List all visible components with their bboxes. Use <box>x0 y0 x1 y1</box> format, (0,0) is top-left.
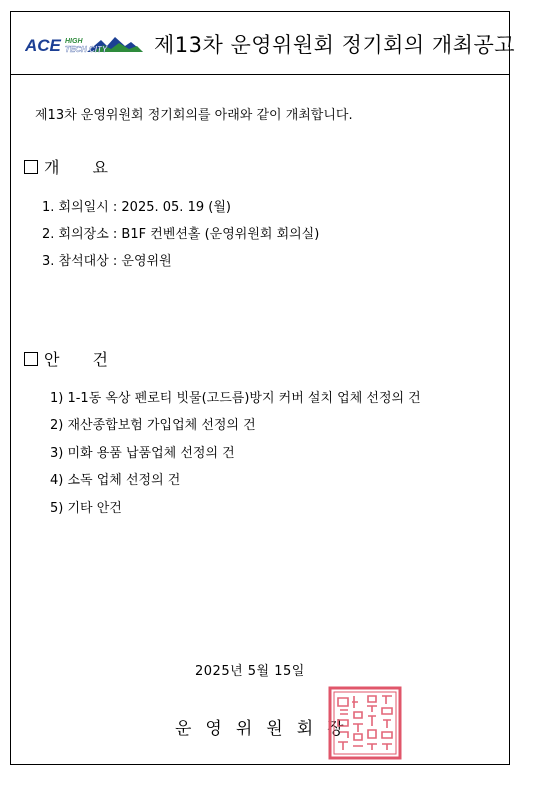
logo-main-text: ACE <box>25 36 61 55</box>
signatory: 운영위원회장 <box>175 719 358 739</box>
checkbox-square-icon <box>24 160 38 174</box>
ace-logo <box>25 34 143 56</box>
overview-item: 3. 참석대상 : 운영위원 <box>42 254 172 269</box>
notice-header <box>11 12 516 75</box>
agenda-item: 5) 기타 안건 <box>50 501 122 516</box>
agenda-item: 1) 1-1동 옥상 펜로티 빗물(고드름)방지 커버 설치 업체 선정의 건 <box>50 391 421 406</box>
agenda-item: 4) 소독 업체 선정의 건 <box>50 473 181 488</box>
checkbox-square-icon <box>24 352 38 366</box>
agenda-heading-label: 안 건 <box>44 350 122 369</box>
overview-heading <box>24 155 122 178</box>
logo-sub-text-2: TECH CITY <box>65 45 108 54</box>
notice-date: 2025년 5월 15일 <box>195 664 305 679</box>
official-seal-stamp <box>328 686 402 760</box>
agenda-heading <box>24 347 122 370</box>
logo-sub-text-1: HIGH <box>65 38 83 45</box>
overview-item: 1. 회의일시 : 2025. 05. 19 (월) <box>42 200 231 215</box>
notice-title: 제13차 운영위원회 정기회의 개최공고 <box>154 33 516 57</box>
overview-heading-label: 개 요 <box>44 158 122 177</box>
overview-item: 2. 회의장소 : B1F 컨벤션홀 (운영위원회 회의실) <box>42 227 320 242</box>
agenda-item: 2) 재산종합보험 가입업체 선정의 건 <box>50 418 256 433</box>
agenda-item: 3) 미화 용품 납품업체 선정의 건 <box>50 446 235 461</box>
intro-text: 제13차 운영위원회 정기회의를 아래와 같이 개최합니다. <box>35 108 353 123</box>
notice-frame <box>10 11 516 765</box>
